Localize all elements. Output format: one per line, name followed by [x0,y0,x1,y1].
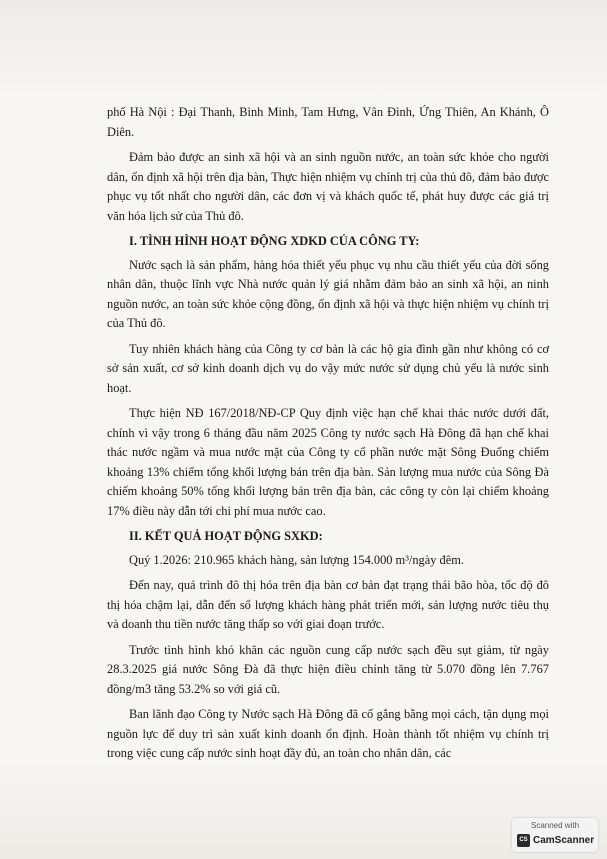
paragraph-5: Thực hiện NĐ 167/2018/NĐ-CP Quy định việc hạn chế khai thác nước dưới đất, chính vì vậy trong 6 tháng đầu năm 2025 Công ty nước sạch Hà Đông đã hạn chế khai thác nước ngầm và mua nước mặt của Công ty cổ phần nước mặt Sông Đuống chiếm khoảng 13% chiếm tổng khối lượng bán trên địa bàn. Sản lượng mua nước của Sông Đà chiếm khoảng 50% tổng khối lượng bán trên địa bàn, các công ty còn lại chiếm khoảng 17% điều này dẫn tới chi phí mua nước cao. [107,406,549,518]
watermark-top-text: Scanned with [530,821,580,830]
section-heading-2: II. KẾT QUẢ HOẠT ĐỘNG SXKD: [129,529,323,543]
paragraph-8: Trước tình hình khó khăn các nguồn cung cấp nước sạch đều sụt giảm, từ ngày 28.3.2025 giá nước Sông Đà đã thực hiện điều chỉnh tăng từ 5.070 đồng lên 7.767 đồng/m3 tăng 53.2% so với giá cũ. [107,642,549,696]
camscanner-logo-icon: CS [517,834,530,847]
paragraph-9: Ban lãnh đạo Công ty Nước sạch Hà Đông đã cố gắng bằng mọi cách, tận dụng mọi nguồn lực để duy trì sản xuất kinh doanh ổn định. Hoàn thành tốt nhiệm vụ chính trị trong việc cung cấp nước sinh hoạt đầy đủ, an toàn cho nhân dân, các [107,707,549,760]
paragraph-6: Quý 1.2026: 210.965 khách hàng, sản lượng 154.000 m³/ngày đêm. [129,552,464,567]
camscanner-watermark [512,818,598,852]
paragraph-3: Nước sạch là sản phẩm, hàng hóa thiết yếu phục vụ nhu cầu thiết yếu của đời sống nhân dân, thuộc lĩnh vực Nhà nước quản lý giá nhằm đảm bảo an sinh xã hội, an ninh nguồn nước, an toàn sức khỏe cộng đồng, ổn định xã hội và thực hiện nhiệm vụ chính trị của Thủ đô. [107,257,549,330]
paragraph-7: Đến nay, quá trình đô thị hóa trên địa bàn cơ bản đạt trạng thái bão hòa, tốc độ đô thị hóa chậm lại, dẫn đến số lượng khách hàng phát triển mới, sản lượng nước tiêu thụ và doanh thu tiền nước tăng thấp so với giai đoạn trước. [107,578,549,631]
paragraph-4: Tuy nhiên khách hàng của Công ty cơ bản là các hộ gia đình gần như không có cơ sở sản xuất, cơ sở kinh doanh dịch vụ do vậy mức nước sử dụng chủ yếu là nước sinh hoạt. [107,341,549,395]
document-page [107,103,549,770]
watermark-name: CamScanner [533,835,595,846]
paragraph-2: Đảm bảo được an sinh xã hội và an sinh nguồn nước, an toàn sức khỏe cho người dân, ổn định xã hội trên địa bàn, Thực hiện nhiệm vụ chính trị của thủ đô, đảm bảo được phục vụ tốt nhất cho người dân, các đơn vị và khách quốc tế, phát huy được các giá trị văn hóa lịch sử của Thủ đô. [107,150,549,223]
scan-shadow-top [0,0,607,95]
section-heading-1: I. TÌNH HÌNH HOẠT ĐỘNG XDKD CỦA CÔNG TY: [129,234,420,248]
paragraph-1: phố Hà Nội : Đại Thanh, Bình Minh, Tam Hưng, Vân Đình, Ứng Thiên, An Khánh, Ô Diên. [107,105,549,139]
